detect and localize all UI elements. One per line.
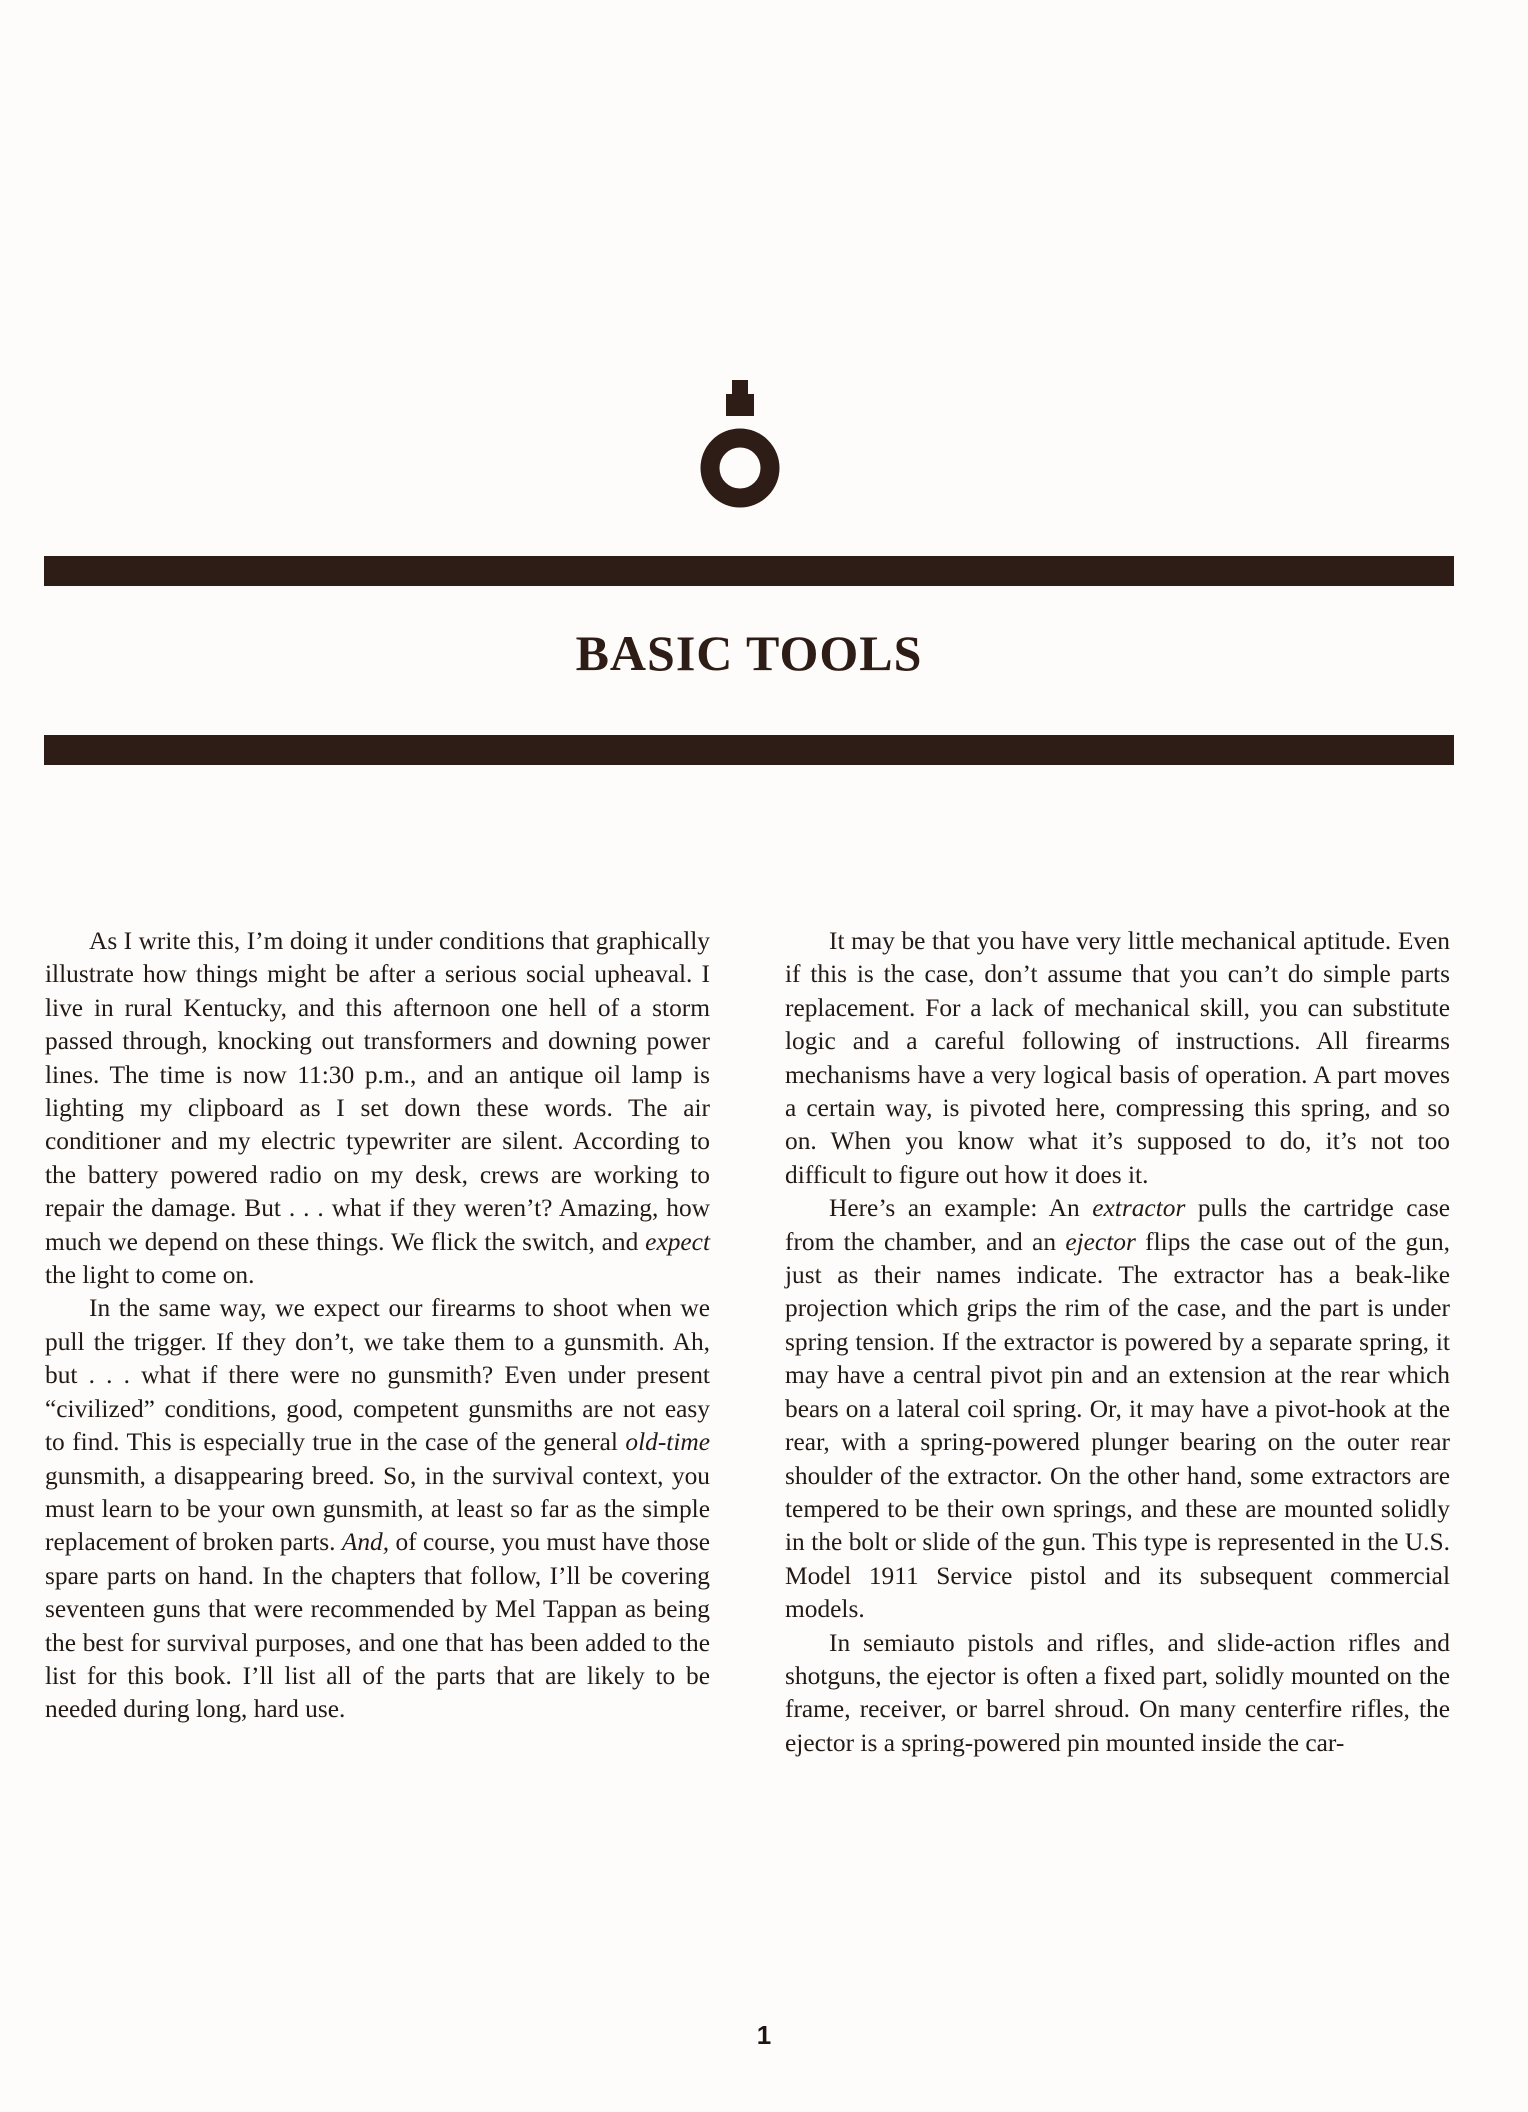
right-column (785, 925, 1450, 1760)
paragraph: In semiauto pistols and rifles, and slide-action rifles and shotguns, the ejector is often a fixed part, solidly mounted on the frame, receiver, or barrel shroud. On many centerfire rifles, the ejector is a spring-powered pin mounted inside the car- (785, 1628, 1450, 1757)
paragraph: It may be that you have very little mechanical aptitude. Even if this is the case, don’t assume that you can’t do simple parts replacement. For a lack of mechanical skill, you can substitute logic and a careful following of instructions. All firearms mechanisms have a very logical basis of operation. A part moves a certain way, is pivoted here, compressing this spring, and so on. When you know what it’s supposed to do, it’s not too difficult to figure out how it does it. (785, 927, 1450, 1189)
page-number: 1 (756, 2020, 772, 2050)
top-rule (44, 556, 1454, 586)
bottom-rule (44, 735, 1454, 765)
left-column (45, 925, 710, 1727)
chapter-title: BASIC TOOLS (575, 625, 923, 681)
ring-sight-icon (700, 380, 780, 520)
paragraph: Here’s an example: An extractor pulls the cartridge case from the chamber, and an ejector flips the case out of the gun, just as their names indicate. The extractor has a beak-like projection which grips the rim of the case, and the part is under spring tension. If the extractor is powered by a separate spring, it may have a central pivot pin and an extension at the rear which bears on a lateral coil spring. Or, it may have a pivot-hook at the rear, with a spring-powered plunger bearing on the outer rear shoulder of the extractor. On the other hand, some extractors are tempered to be their own springs, and these are mounted solidly in the bolt or slide of the gun. This type is represented in the U.S. Model 1911 Service pistol and its subsequent commercial models. (785, 1194, 1450, 1624)
paragraph: As I write this, I’m doing it under conditions that graphically illustrate how things might be after a serious social upheaval. I live in rural Kentucky, and this afternoon one hell of a storm passed through, knocking out transformers and downing power lines. The time is now 11:30 p.m., and an antique oil lamp is lighting my clipboard as I set down these words. The air conditioner and my electric typewriter are silent. According to the battery powered radio on my desk, crews are working to repair the damage. But . . . what if they weren’t? Amazing, how much we depend on these things. We flick the switch, and expect the light to come on. (45, 927, 710, 1290)
paragraph: In the same way, we expect our firearms to shoot when we pull the trigger. If they don’t, we take them to a gunsmith. Ah, but . . . what if there were no gunsmith? Even under present “civilized” conditions, good, competent gunsmiths are not easy to find. This is especially true in the case of the general old-time gunsmith, a disappearing breed. So, in the survival context, you must learn to be your own gunsmith, at least so far as the simple replacement of broken parts. And, of course, you must have those spare parts on hand. In the chapters that follow, I’ll be covering seventeen guns that were recommended by Mel Tappan as being the best for survival purposes, and one that has been added to the list for this book. I’ll list all of the parts that are likely to be needed during long, hard use. (45, 1294, 710, 1724)
